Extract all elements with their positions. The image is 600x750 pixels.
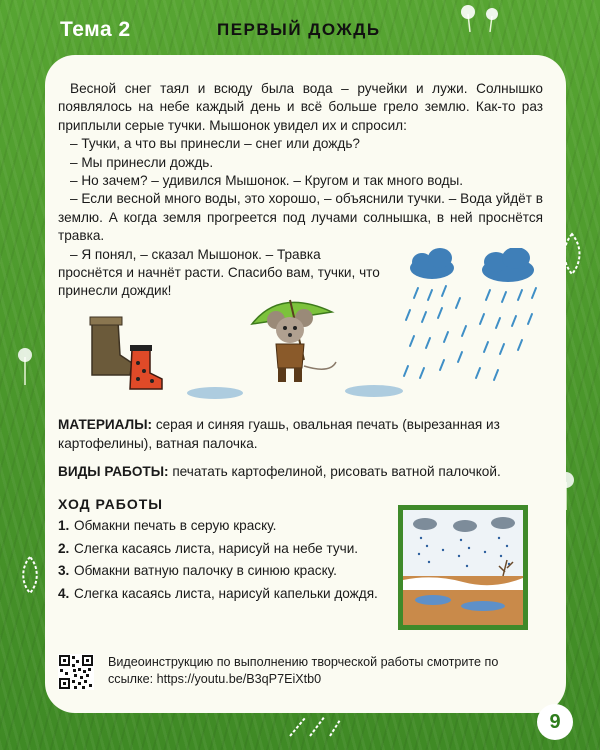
story-paragraph: – Но зачем? – удивился Мышонок. – Кругом и так много воды. <box>70 173 464 189</box>
step-number: 4. <box>58 585 70 601</box>
work-types-text: печатать картофелиной, рисовать ватной палочкой. <box>172 464 501 479</box>
leaf-decoration-icon <box>285 712 345 740</box>
dandelion-decoration-icon <box>458 2 508 32</box>
rain-clouds-illustration <box>400 248 550 398</box>
video-instruction-text: Видеоинструкцию по выполнению творческой работы смотрите по ссылке: https://youtu.be/B3qP7EiXtb0 <box>108 655 499 686</box>
page-number: 9 <box>537 704 573 740</box>
story-paragraph: – Мы принесли дождь. <box>70 154 214 170</box>
step-number: 2. <box>58 540 70 556</box>
dandelion-decoration-icon <box>14 345 36 385</box>
step-text: Слегка касаясь листа, нарисуй капельки дождя. <box>74 585 378 601</box>
puddle-illustration <box>185 385 245 401</box>
step-number: 3. <box>58 563 70 578</box>
story-paragraph: – Тучки, а что вы принесли – снег или дождь? <box>70 136 360 152</box>
materials-text: серая и синяя гуашь, овальная печать (вырезанная из картофелины), ватная палочка. <box>58 417 500 451</box>
work-types-block <box>58 462 548 481</box>
step-text: Обмакни ватную палочку в синюю краску. <box>74 563 337 578</box>
boots-illustration <box>78 315 173 395</box>
step-number: 1. <box>58 518 70 533</box>
step-text: Слегка касаясь листа, нарисуй на небе тучи. <box>74 540 359 556</box>
story-paragraph: Весной снег таял и всюду была вода – ручейки и лужи. Солнышко появлялось на небе каждый день и всё больше грело землю. Как-то раз приплыли серые тучки. Мышонок увидел их и спросил: <box>58 81 543 133</box>
qr-code-icon[interactable] <box>58 654 94 690</box>
step-item <box>58 540 388 559</box>
step-text: Обмакни печать в серую краску. <box>74 518 277 533</box>
story-paragraph: – Если весной много воды, это хорошо, – объяснили тучки. – Вода уйдёт в землю. А когда земля прогреется под лучами солнышка, в ней проснётся травка. <box>58 191 543 244</box>
steps-title: ХОД РАБОТЫ <box>58 496 163 512</box>
story-paragraph: – Я понял, – сказал Мышонок. – Травка проснётся и начнёт расти. Спасибо вам, тучки, что принесли дождик! <box>58 246 380 299</box>
puddle-illustration <box>343 383 405 399</box>
work-types-label: ВИДЫ РАБОТЫ: <box>58 464 169 479</box>
artwork-picture-icon <box>403 510 523 625</box>
theme-label: Тема 2 <box>60 18 131 41</box>
leaf-decoration-icon <box>20 555 40 595</box>
page-title: ПЕРВЫЙ ДОЖДЬ <box>217 20 381 39</box>
step-item <box>58 585 388 604</box>
steps-list <box>58 517 388 607</box>
step-item <box>58 562 388 581</box>
step-item <box>58 517 388 536</box>
mouse-with-umbrella-illustration <box>240 290 350 395</box>
materials-label: МАТЕРИАЛЫ: <box>58 417 153 432</box>
materials-block <box>58 415 548 453</box>
example-artwork-image <box>398 505 528 630</box>
